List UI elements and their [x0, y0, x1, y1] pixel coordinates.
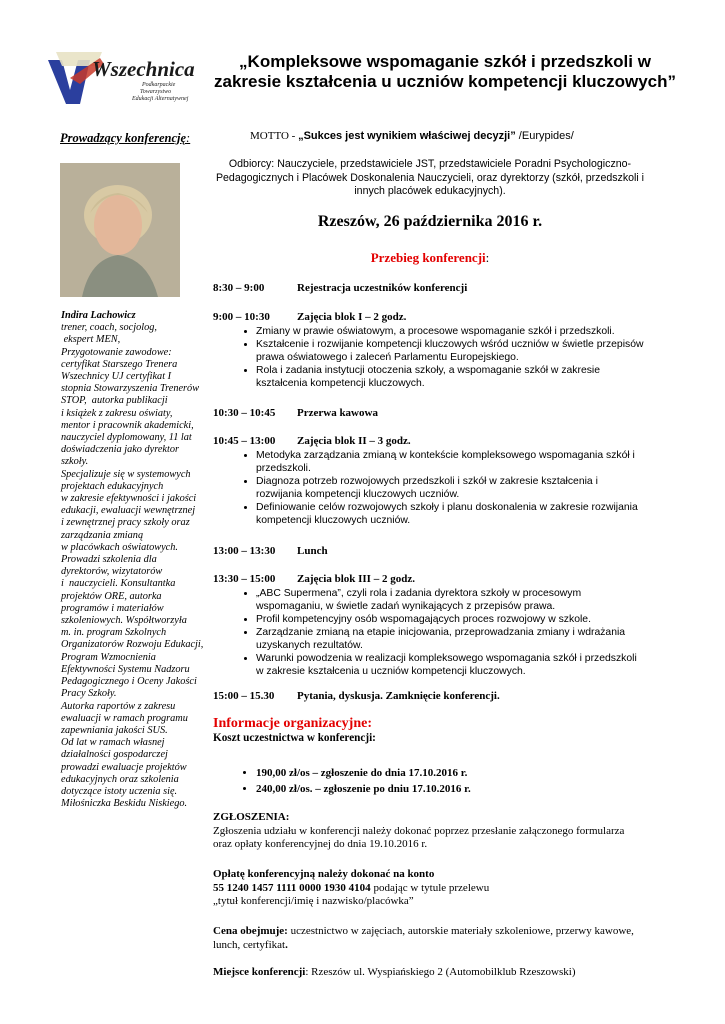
bio-line: dyrektorów, wizytatorów — [61, 566, 163, 578]
cost-item: • 190,00 zł/os – zgłoszenie do dnia 17.10.2016 r. — [256, 765, 645, 781]
presenter-name: Indira Lachowicz — [61, 310, 136, 321]
payment-heading: Opłatę konferencyjną należy dokonać na konto — [213, 868, 435, 880]
bio-line: trener, coach, socjolog, — [61, 322, 157, 334]
bio-line: w placówkach oświatowych. — [61, 541, 178, 553]
bio-line: szkoleniowych. Współtworzyła — [61, 615, 187, 627]
programme-slot — [213, 435, 645, 527]
presenter-bio — [61, 310, 211, 810]
bio-line: edukacyjnych oraz szkolenia — [61, 773, 179, 785]
applications-heading: ZGŁOSZENIA: — [213, 811, 290, 823]
payment-title: „tytuł konferencji/imię i nazwisko/placówka” — [213, 895, 414, 907]
bio-line: projektów ORE, autorka — [61, 590, 162, 602]
bio-line: ewaluacji w ramach programu — [61, 712, 188, 724]
applications-text: Zgłoszenia udziału w konferencji należy dokonać poprzez przesłanie załączonego formularza oraz opłaty konferencyjnej do dnia 19.10.2016 r. — [213, 824, 625, 850]
slot-time: 8:30 – 9:00 — [213, 282, 265, 294]
list-item: • Warunki powodzenia w realizacji kompleksowego wspomagania szkół i przedszkoli w zakresie kształcenia u uczniów kompetencji kluczowych. — [256, 652, 645, 678]
payment-section: Opłatę konferencyjną należy dokonać na konto 55 1240 1457 1111 0000 1930 4104 podając w tytule przelewu „tytuł konferencji/imię i nazwisko/placówka” — [213, 868, 645, 909]
bio-line: projektach edukacyjnych — [61, 480, 164, 492]
motto-quote: „Sukces jest wynikiem właściwej decyzji” — [298, 130, 516, 142]
slot-title: Zajęcia blok III – 2 godz. — [297, 573, 415, 585]
organization-logo — [40, 48, 200, 108]
bio-line: w zakresie efektywności i jakości — [61, 493, 197, 505]
bio-line: Organizatorów Rozwoju Edukacji, — [61, 639, 204, 651]
cost-heading: Koszt uczestnictwa w konferencji: — [213, 732, 376, 744]
list-item: • Definiowanie celów rozwojowych szkoły i planu doskonalenia w zakresie rozwijania kompetencji kluczowych uczniów. — [256, 501, 645, 527]
bio-line: doświadczenia jako dyrektor — [61, 444, 180, 456]
logo-sub-line: Podkarpackie — [142, 82, 176, 88]
price-includes: Cena obejmuje: uczestnictwo w zajęciach, autorskie materiały szkoleniowe, przerwy kawowe, lunch, certyfikat. — [213, 925, 634, 951]
bio-line: i zewnętrznej pracy szkoły oraz — [61, 517, 190, 529]
bio-line: zapewniania jakości SUS. — [61, 724, 168, 736]
cost-list — [213, 765, 645, 797]
bio-line: Efektywności Systemu Nadzoru — [61, 663, 190, 675]
bank-account: 55 1240 1457 1111 0000 1930 4104 — [213, 881, 371, 894]
list-item: • Rola i zadania instytucji otoczenia szkoły, a wspomaganie szkół w zakresie kształcenia kompetencji kluczowych. — [256, 364, 645, 390]
bio-line: programów i materiałów — [61, 602, 164, 614]
venue: Miejsce konferencji: Rzeszów ul. Wyspiańskiego 2 (Automobilklub Rzeszowski) — [213, 966, 576, 978]
slot-time: 10:30 – 10:45 — [213, 407, 276, 419]
bio-line: Specjalizuje się w systemowych — [61, 468, 191, 480]
presenter-photo — [60, 163, 180, 297]
list-item: • Diagnoza potrzeb rozwojowych przedszkoli i szkół w zakresie kształcenia i rozwijania kompetencji kluczowych uczniów. — [256, 475, 645, 501]
bio-line: Prowadzi szkolenia dla — [61, 554, 157, 566]
programme-slot — [213, 407, 645, 419]
programme-slot — [213, 311, 645, 390]
slot-time: 15:00 – 15.30 — [213, 690, 275, 702]
document-title: „Kompleksowe wspomaganie szkół i przedszkoli w zakresie kształcenia u uczniów kompetencji kluczowych” — [214, 52, 676, 91]
slot-title: Pytania, dyskusja. Zamknięcie konferencji. — [297, 690, 500, 702]
slot-time: 13:00 – 13:30 — [213, 545, 276, 557]
bio-line: zarządzania zmianą — [61, 529, 144, 541]
bio-line: i książek z zakresu oświaty, — [61, 407, 173, 419]
bio-line: Pracy Szkoły. — [61, 688, 117, 700]
bio-line: mentor i pracownik akademicki, — [61, 419, 194, 431]
programme-slot — [213, 690, 645, 702]
logo-name: Wszechnica — [92, 57, 195, 81]
bio-line: Przygotowanie zawodowe: — [61, 346, 172, 358]
bio-line: stopnia Stowarzyszenia Trenerów — [61, 383, 200, 395]
list-item: • Metodyka zarządzania zmianą w kontekście kompleksowego wspomagania szkół i przedszkoli. — [256, 449, 645, 475]
bio-line: prowadzi ewaluacje projektów — [61, 761, 187, 773]
logo-sub-line: Edukacji Alternatywnej — [132, 96, 189, 102]
motto: MOTTO - „Sukces jest wynikiem właściwej decyzji” /Eurypides/ — [250, 130, 574, 142]
bio-line: Od lat w ramach własnej — [61, 737, 165, 749]
applications-section — [213, 811, 645, 852]
programme-slot — [213, 573, 645, 678]
bio-line: działalności gospodarczej — [61, 749, 168, 761]
list-item: • „ABC Supermena”, czyli rola i zadania dyrektora szkoły w procesowym wspomaganiu, w świetle zadań wynikających z przepisów prawa. — [256, 587, 645, 613]
programme-heading: Przebieg konferencji: — [370, 250, 490, 265]
slot-title: Rejestracja uczestników konferencji — [297, 282, 468, 294]
presenter-heading: Prowadzący konferencję: — [60, 131, 191, 145]
logo-sub-line: Towarzystwo — [140, 89, 172, 95]
slot-title: Lunch — [297, 545, 328, 557]
list-item: • Zarządzanie zmianą na etapie inicjowania, przeprowadzania zmiany i wdrażania uzyskanych rezultatów. — [256, 626, 645, 652]
slot-time: 10:45 – 13:00 — [213, 435, 276, 447]
list-item: • Zmiany w prawie oświatowym, a procesowe wspomaganie szkół i przedszkoli. — [256, 325, 645, 338]
slot-title: Zajęcia blok II – 3 godz. — [297, 435, 411, 447]
slot-title: Zajęcia blok I – 2 godz. — [297, 311, 407, 323]
bio-line: Program Wzmocnienia — [61, 651, 156, 663]
audience: Odbiorcy: Nauczyciele, przedstawiciele JST, przedstawiciele Poradni Psychologiczno-Pedagogicznych i Placówek Doskonalenia Nauczycieli, oraz dyrektorzy (szkół, przedszkoli i innych placówek edukacyjnych). — [215, 158, 645, 197]
programme-slot — [213, 282, 645, 294]
bio-line: edukacji, ewaluacji wewnętrznej — [61, 505, 196, 517]
bio-line: nauczyciel dyplomowany, 11 lat — [61, 432, 192, 444]
programme-slot — [213, 545, 645, 557]
date-place: Rzeszów, 26 października 2016 r. — [317, 213, 543, 230]
info-heading: Informacje organizacyjne: — [213, 716, 373, 731]
bio-line: Wszechnicy UJ certyfikat I — [61, 371, 172, 383]
bio-line: szkoły. — [61, 456, 89, 468]
bio-line: m. in. program Szkolnych — [61, 627, 167, 639]
bio-line: Autorka raportów z zakresu — [61, 700, 176, 712]
list-item: • Kształcenie i rozwijanie kompetencji kluczowych wśród uczniów w świetle przepisów prawa oświatowego i zaleceń Parlamentu Europejskiego. — [256, 338, 645, 364]
list-item: • Profil kompetencyjny osób wspomagających proces rozwojowy w szkole. — [256, 613, 645, 626]
bio-line: Pedagogicznego i Oceny Jakości — [61, 676, 197, 688]
slot-time: 13:30 – 15:00 — [213, 573, 276, 585]
bio-line: Miłośniczka Beskidu Niskiego. — [61, 798, 188, 810]
bio-line: STOP, autorka publikacji — [61, 395, 168, 407]
bio-line: dotyczące istoty uczenia się. — [61, 785, 178, 797]
info-section — [213, 716, 645, 744]
cost-item: • 240,00 zł/os. – zgłoszenie po dniu 17.10.2016 r. — [256, 781, 645, 797]
bio-line: i nauczycieli. Konsultantka — [61, 578, 176, 590]
slot-time: 9:00 – 10:30 — [213, 311, 270, 323]
bio-line: ekspert MEN, — [61, 334, 121, 346]
slot-title: Przerwa kawowa — [297, 407, 378, 419]
bio-line: certyfikat Starszego Trenera — [61, 358, 178, 370]
